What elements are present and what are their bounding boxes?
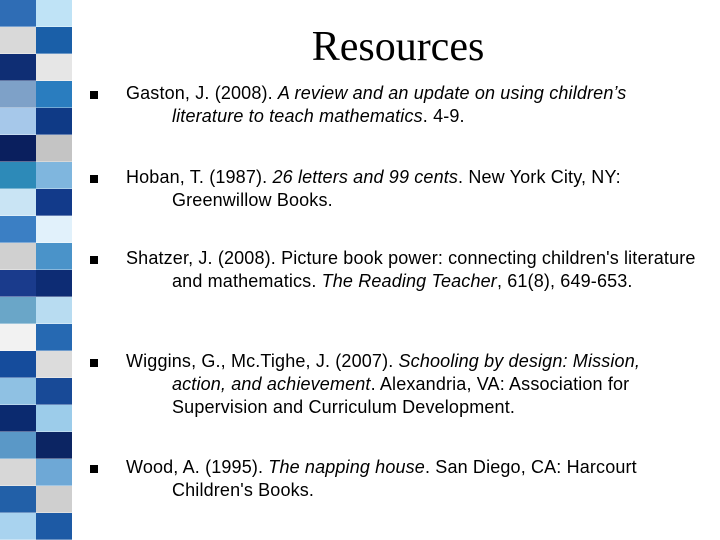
reference-italic: Schooling by design: Mission, action, and achievement — [172, 351, 641, 394]
stripe-tile — [0, 378, 36, 405]
reference-post: . Alexandria, VA: Association for Supervision and Curriculum Development. — [172, 374, 630, 417]
stripe-tile — [36, 297, 72, 324]
stripe-tile — [36, 54, 72, 81]
stripe-tile — [36, 324, 72, 351]
stripe-tile — [0, 27, 36, 54]
reference-item — [86, 456, 696, 502]
reference-item — [86, 350, 696, 419]
reference-pre: Hoban, T. (1987). — [126, 167, 273, 187]
reference-italic: The napping house — [268, 457, 425, 477]
decorative-stripe — [0, 0, 72, 540]
reference-text — [126, 166, 696, 212]
stripe-tile — [0, 81, 36, 108]
stripe-tile — [36, 513, 72, 540]
stripe-tile — [0, 324, 36, 351]
stripe-tile — [0, 54, 36, 81]
stripe-tile — [36, 405, 72, 432]
stripe-tile — [36, 216, 72, 243]
square-bullet-icon — [90, 256, 98, 264]
reference-pre: Wiggins, G., Mc.Tighe, J. (2007). — [126, 351, 399, 371]
stripe-tile — [0, 135, 36, 162]
stripe-tile — [36, 0, 72, 27]
stripe-tile — [36, 270, 72, 297]
reference-text — [126, 82, 696, 128]
square-bullet-icon — [90, 359, 98, 367]
reference-post: . San Diego, CA: Harcourt Children's Books. — [172, 457, 637, 500]
stripe-tile — [0, 243, 36, 270]
reference-item — [86, 247, 696, 293]
stripe-tile — [36, 162, 72, 189]
stripe-tile — [0, 486, 36, 513]
reference-post: . 4-9. — [422, 106, 465, 126]
stripe-tile — [36, 378, 72, 405]
stripe-tile — [36, 135, 72, 162]
stripe-tile — [0, 513, 36, 540]
stripe-column-right — [36, 0, 72, 540]
stripe-tile — [0, 108, 36, 135]
square-bullet-icon — [90, 175, 98, 183]
stripe-tile — [0, 162, 36, 189]
reference-italic: The Reading Teacher — [321, 271, 497, 291]
reference-pre: Shatzer, J. (2008). Picture book power: connecting children's literature and mathematics. — [126, 248, 696, 291]
stripe-tile — [36, 351, 72, 378]
stripe-tile — [0, 405, 36, 432]
stripe-tile — [0, 0, 36, 27]
reference-text — [126, 456, 696, 502]
slide-title: Resources — [311, 24, 485, 70]
reference-text — [126, 247, 696, 293]
stripe-tile — [36, 189, 72, 216]
stripe-column-left — [0, 0, 36, 540]
stripe-tile — [0, 216, 36, 243]
reference-italic: A review and an update on using children’s literature to teach mathematics — [172, 83, 627, 126]
reference-italic: 26 letters and 99 cents — [272, 167, 459, 187]
stripe-tile — [36, 243, 72, 270]
stripe-tile — [0, 270, 36, 297]
stripe-tile — [0, 432, 36, 459]
square-bullet-icon — [90, 465, 98, 473]
reference-post: , 61(8), 649-653. — [496, 271, 633, 291]
reference-post: . New York City, NY: Greenwillow Books. — [172, 167, 621, 210]
stripe-tile — [36, 27, 72, 54]
stripe-tile — [0, 297, 36, 324]
stripe-tile — [0, 459, 36, 486]
square-bullet-icon — [90, 91, 98, 99]
reference-item — [86, 166, 696, 212]
reference-pre: Gaston, J. (2008). — [126, 83, 278, 103]
reference-pre: Wood, A. (1995). — [126, 457, 269, 477]
reference-item — [86, 82, 696, 128]
stripe-tile — [0, 351, 36, 378]
stripe-tile — [36, 459, 72, 486]
stripe-tile — [0, 189, 36, 216]
reference-text — [126, 350, 696, 419]
stripe-tile — [36, 486, 72, 513]
stripe-tile — [36, 432, 72, 459]
stripe-tile — [36, 81, 72, 108]
stripe-tile — [36, 108, 72, 135]
